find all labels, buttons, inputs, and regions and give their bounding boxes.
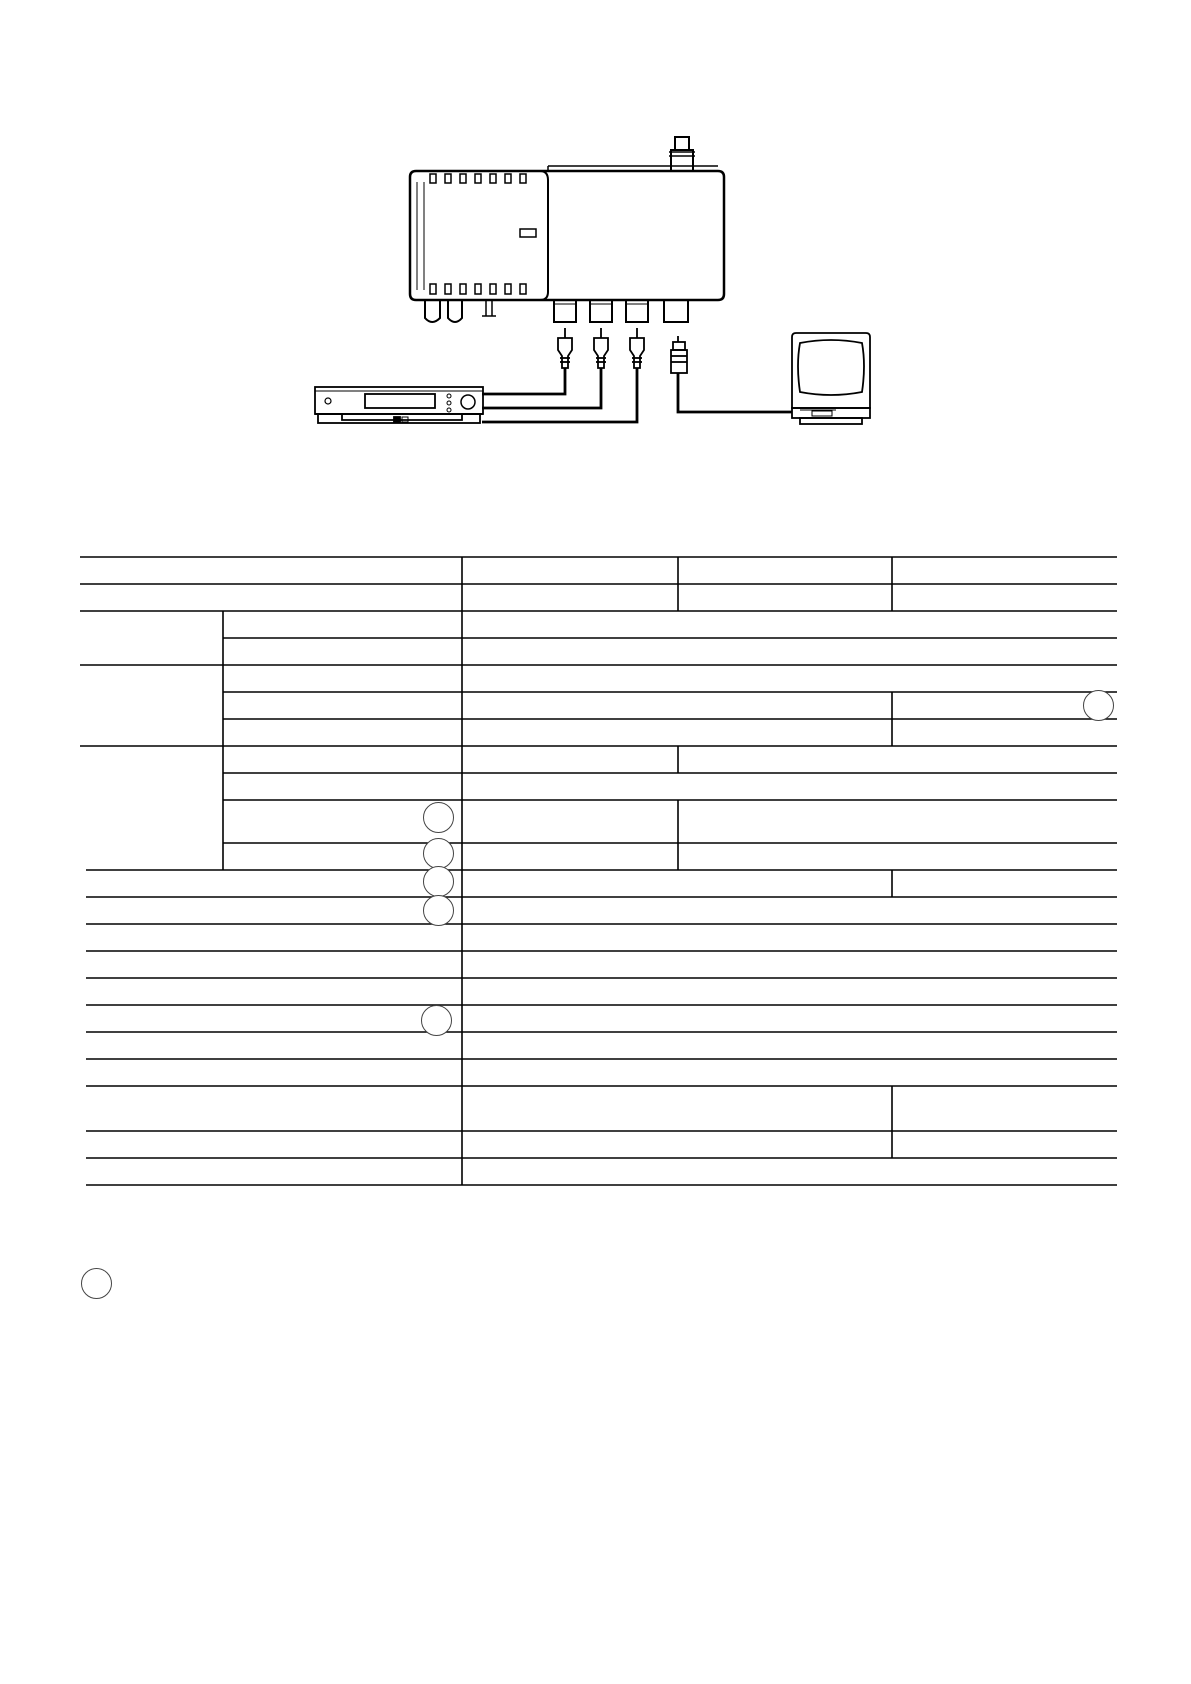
marker-circle <box>423 895 454 926</box>
note-marker-circle <box>81 1268 112 1299</box>
marker-circle <box>1083 690 1114 721</box>
marker-circle <box>423 866 454 897</box>
marker-circle <box>421 1005 452 1036</box>
marker-circle <box>423 838 454 869</box>
marker-circle <box>423 802 454 833</box>
